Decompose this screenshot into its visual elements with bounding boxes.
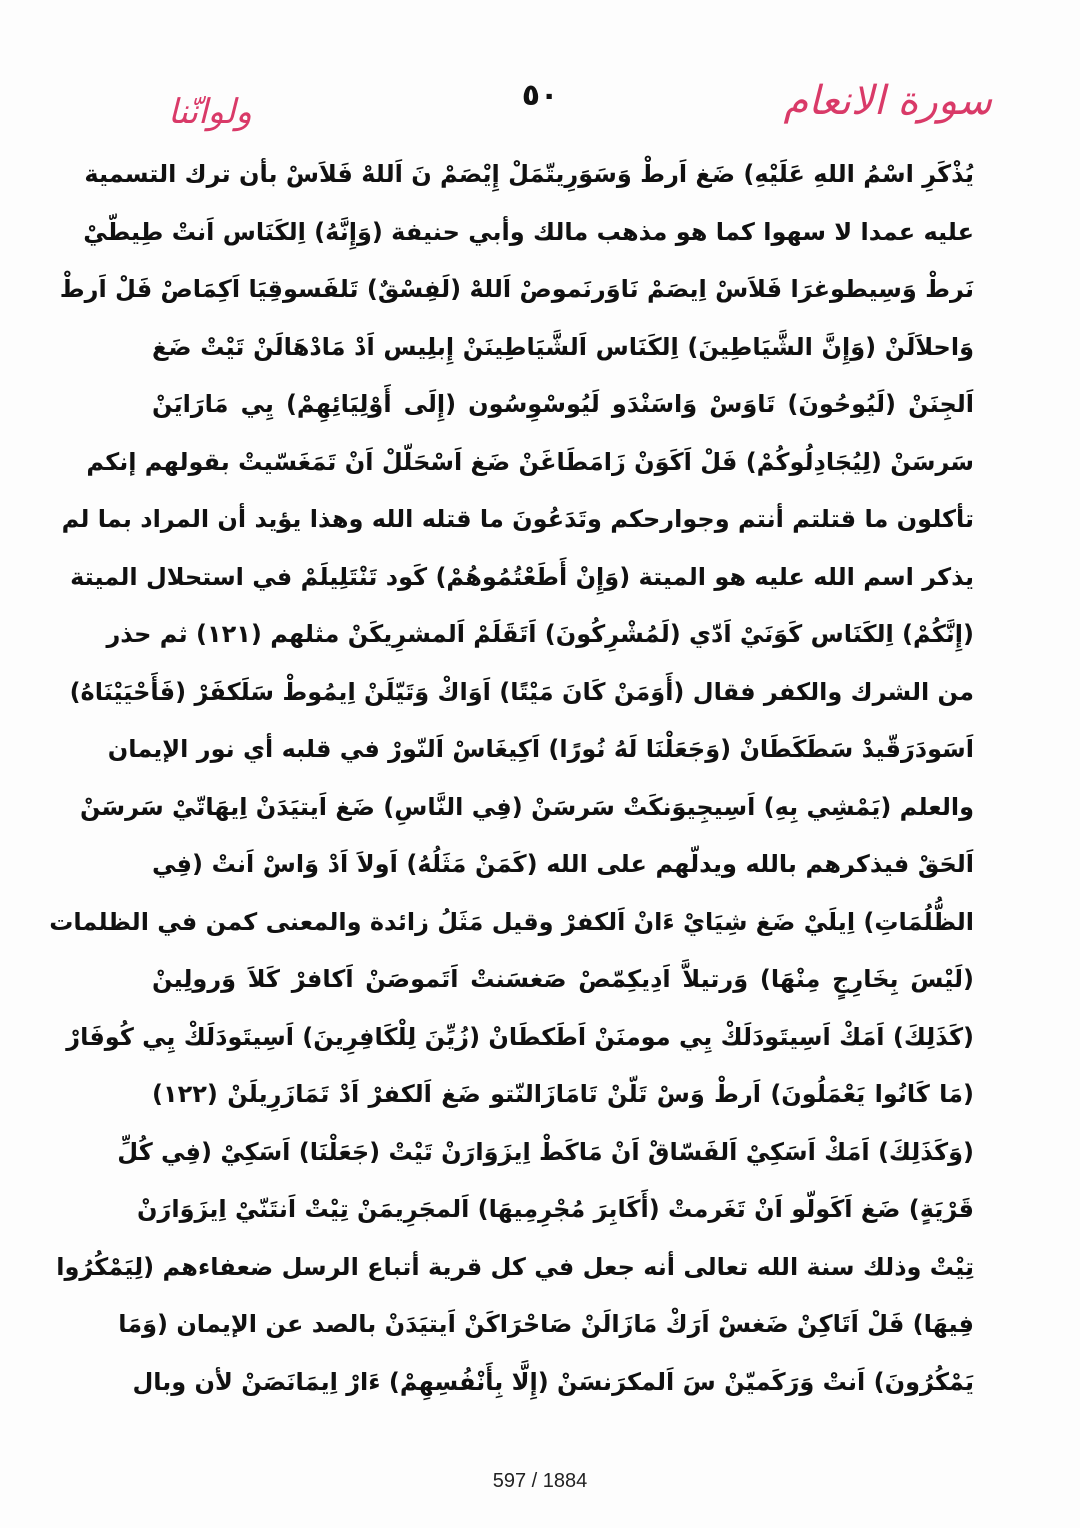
text-line: والعلم (يَمْشِي بِهِ) اَسِيجِيوَنكَتْ سَرسَنْ (فِي النَّاسِ) ضَغ اَيتيَدَنْ اِيهَاتّيْ سَرسَنْ — [79, 792, 974, 821]
text-line: سَرسَنْ (لِيُجَادِلُوكُمْ) فَلْ اَكَوَنْ زَامَطَاغَنْ ضَغ اَسْحَلّلْ اَنْ تَمَغَسّيتْ بقولهم إنكم — [86, 447, 974, 476]
text-line: يذكر اسم الله عليه هو الميتة (وَإِنْ أَطَعْتُمُوهُمْ) كَود تَنْتَلِيلَمْ في استحلال الميتة — [70, 562, 974, 591]
text-line: اَلجِنَنْ (لَيُوحُونَ) تَاوَسْ وَاسَنْدَو لَيُوسْوِسُون (إِلَى أَوْلِيَائِهِمْ) يِي مَارَايَنْ — [152, 390, 974, 418]
handwritten-margin-note: ولوانّنا — [168, 92, 252, 132]
text-line: تأكلون ما قتلتم أنتم وجوارحكم وتَدَعُونَ ما قتله الله وهذا يؤيد أن المراد بما لم — [61, 505, 974, 533]
text-line: عليه عمدا لا سهوا كما هو مذهب مالك وأبي حنيفة (وَإِنَّهُ) اِلكَنَاس اَنتْ طِيطّيْ — [83, 217, 974, 246]
text-line: (مَا كَانُوا يَعْمَلُونَ) اَرطْ وَسْ تَلّنْ تَامَازَالنّتو ضَغ اَلكفرْ اَدْ تَمَازَرِيلَنْ (١٢٢) — [152, 1080, 974, 1108]
text-line: (إِنَّكُمْ) اِلكَنَاس كَوَنَيْ اَدّي (لَمُشْرِكُونَ) اَتَقَلَمْ اَلمشرِيكَنْ مثلهم (١٢١) ثم حذر — [106, 620, 974, 648]
text-line: يَمْكُرُونَ) اَنتْ وَرَكَميّنْ سَ اَلمكرَنسَنْ (إِلَّا بِأَنْفُسِهِمْ) ءَارْ اِيمَانَصَنْ لأن وبال — [132, 1367, 974, 1396]
text-line: (كَذَلِكَ) اَمَكْ اَسِيتَودَلَكْ يِي مومنَنْ اَطَكطَانْ (زُيِّنَ لِلْكَافِرِينَ) اَسِيتَودَلَكْ يِي كُوفَارْ — [66, 1022, 974, 1051]
page-number: ٥٠ — [521, 78, 559, 113]
text-line: (وَكَذَلِكَ) اَمَكْ اَسَكِيْ اَلفَسّاقْ اَنْ مَاكَطْ اِيزَوَارَنْ تَيْتْ (جَعَلْنَا) اَسَكِيْ (فِي كُلِّ — [117, 1137, 974, 1166]
text-line: من الشرك والكفر فقال (أَوَمَنْ كَانَ مَيْتًا) اَوَاكْ وَتَيّلَنْ اِيمُوطْ سَلَكفَرْ (فَأَحْيَيْنَاهُ) — [69, 677, 974, 706]
text-line: نَرطْ وَسِيطوغرَا فَلاَسْ اِيصَمْ نَاوَرنَموصْ اَللهْ (لَفِسْقٌ) تَلفَسوقِيَا اَكِمَاصْ فَلْ اَرطْ — [59, 275, 974, 303]
text-line: تِيْتْ وذلك سنة الله تعالى أنه جعل في كل قرية أتباع الرسل ضعفاءهم (لِيَمْكُرُوا — [56, 1252, 974, 1281]
handwritten-surah-title: سورة الانعام — [783, 78, 992, 124]
text-line: الظُّلُمَاتِ) اِيلَيْ ضَغ شِيَايْ ءَانْ اَلكفرْ وقيل مَثَلُ زائدة والمعنى كمن في الظلمات — [49, 907, 974, 936]
text-line: (لَيْسَ بِخَارِجٍ مِنْهَا) وَرتيلاَّ اَدِيكِمّصْ صَغسَنتْ اَتَموصَنْ اَكافرْ كَلاَ وَرولِينْ — [152, 965, 974, 993]
text-line: يُذْكَرِ اسْمُ اللهِ عَلَيْهِ) ضَغ اَرطْ وَسَوَرِيتّمَلْ إِيْصَمْ نَ اَللهْ فَلاَسْ بأن ترك التسمية — [84, 160, 974, 188]
text-line: فِيهَا) فَلْ اَتَاكِنْ ضَغسْ اَرَكْ مَازَالَنْ صَاحْرَاكَنْ اَيتيَدَنْ بالصد عن الإيمان (وَمَا — [118, 1310, 974, 1338]
tafsir-text-body — [49, 146, 974, 1411]
text-line: اَلحَقْ فيذكرهم بالله ويدلّهم على الله (كَمَنْ مَثَلُهُ) اَولاَ اَدْ وَاسْ اَنتْ (فِي — [152, 850, 974, 878]
text-line: قَرْيَةٍ) ضَغ اَكَولّو اَنْ تَغَرمتْ (أَكَابِرَ مُجْرِمِيهَا) اَلمجَرِيمَنْ تِيْتْ اَنتَنّيْ اِيزَوَارَنْ — [137, 1195, 974, 1223]
pagination-indicator: 597 / 1884 — [492, 1470, 588, 1492]
text-line: اَسَودَرَقّيدْ سَطَكَطَانْ (وَجَعَلْنَا لَهُ نُورًا) اَكِيغَاسْ اَلنّورْ في قلبه أي نور الإيمان — [107, 735, 974, 763]
text-line: وَاحلاَلَنْ (وَإِنَّ الشَّيَاطِينَ) اِلكَنَاس اَلشَّيَاطِينَنْ إِبلِيس اَدْ مَادْهَالَنْ تَيْتْ ضَغ — [152, 332, 974, 361]
